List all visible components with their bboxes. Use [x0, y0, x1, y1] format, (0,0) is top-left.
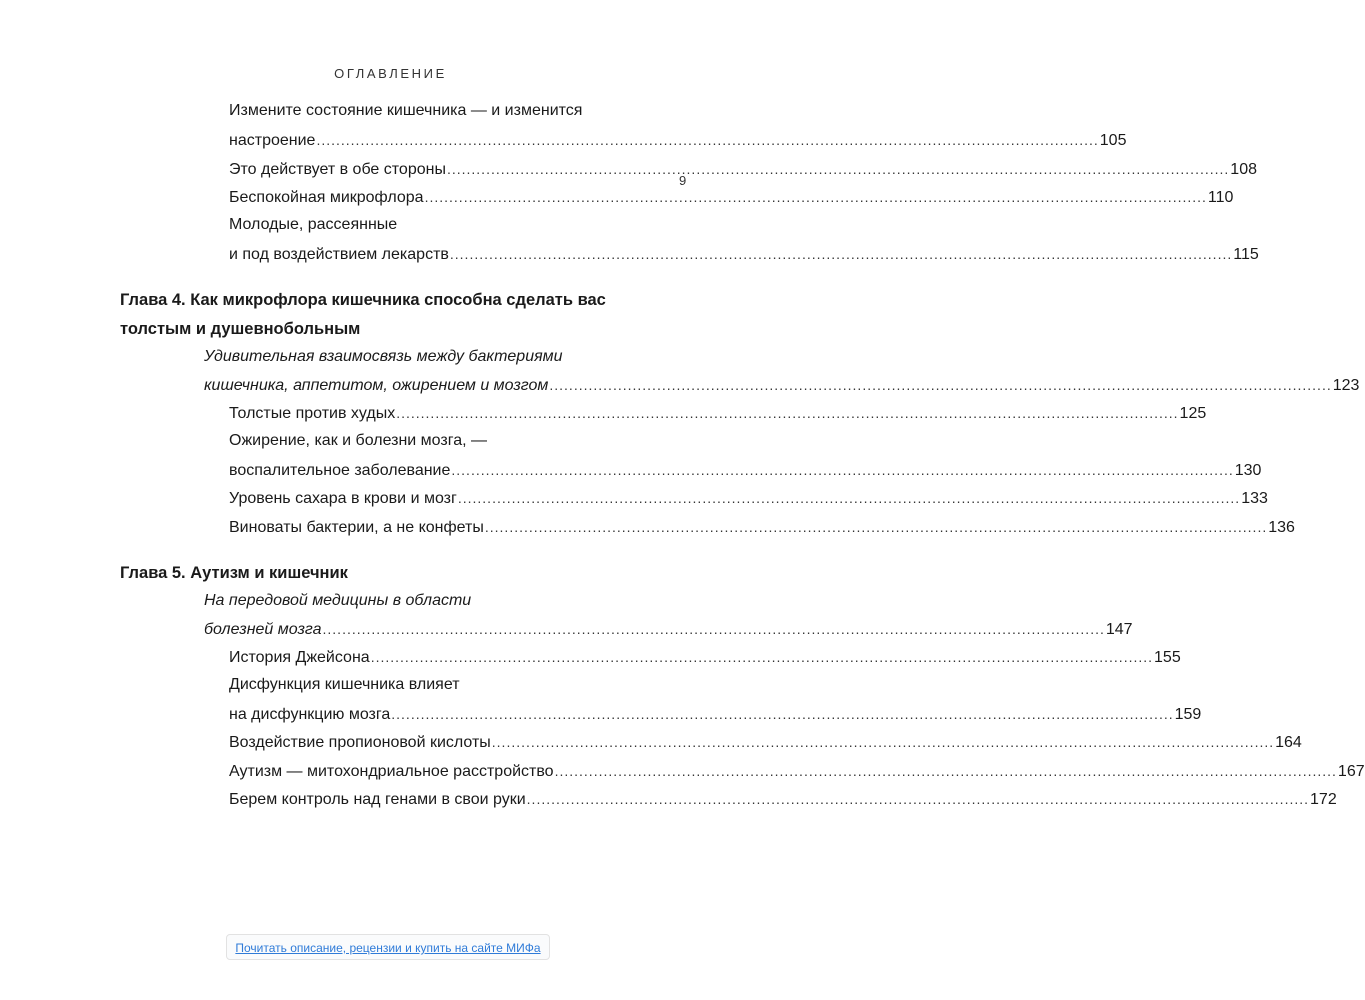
toc-line: На передовой медицины в области — [204, 592, 472, 609]
toc-entry: воспалительное заболевание ................................................................................................................................................................ 130 — [229, 456, 634, 484]
toc-line: Дисфункция кишечника влияет — [229, 676, 460, 693]
toc-entry: Беспокойная микрофлора ................................................................................................................................................................ 110 — [229, 183, 634, 211]
toc-entry-page: 172 — [1310, 791, 1337, 808]
toc-entry-title: болезней мозга — [204, 621, 322, 638]
toc-entry: История Джейсона ................................................................................................................................................................ 155 — [229, 643, 634, 671]
toc-line: Ожирение, как и болезни мозга, — — [229, 432, 487, 449]
toc-entry-title: Берем контроль над генами в свои руки — [229, 791, 526, 808]
toc-entry-page: 110 — [1207, 189, 1234, 206]
toc-line: Измените состояние кишечника — и изменится — [229, 102, 583, 119]
toc-entry-title: кишечника, аппетитом, ожирением и мозгом — [204, 377, 549, 394]
toc-entry: кишечника, аппетитом, ожирением и мозгом ................................................................................................................................................................ 123 — [204, 371, 634, 399]
toc-entry-title: Это действует в обе стороны — [229, 161, 446, 178]
toc-entry-page: 136 — [1268, 519, 1295, 536]
toc-entry: Воздействие пропионовой кислоты ................................................................................................................................................................ 164 — [229, 728, 634, 756]
toc-entry-title: Беспокойная микрофлора — [229, 189, 424, 206]
toc-entry-page: 130 — [1234, 462, 1262, 479]
toc-entry: Аутизм — митохондриальное расстройство ................................................................................................................................................................ 167 — [229, 757, 634, 785]
chapter-title: толстым и душевнобольным — [120, 320, 361, 338]
toc-entry-page: 115 — [1233, 246, 1259, 263]
toc-entry: на дисфункцию мозга ................................................................................................................................................................ 159 — [229, 700, 634, 728]
toc-entry: Виноваты бактерии, а не конфеты ................................................................................................................................................................ 136 — [229, 513, 634, 541]
toc-line: Молодые, рассеянные — [229, 216, 398, 233]
toc-entry: и под воздействием лекарств ................................................................................................................................................................ 115 — [229, 240, 634, 268]
toc-entry-title: воспалительное заболевание — [229, 462, 451, 479]
toc-line: Удивительная взаимосвязь между бактериями — [204, 348, 563, 365]
toc-entry-title: Аутизм — митохондриальное расстройство — [229, 763, 554, 780]
toc-entry-title: настроение — [229, 132, 316, 149]
toc-entry: Это действует в обе стороны ................................................................................................................................................................ 108 — [229, 155, 634, 183]
page-number: 9 — [679, 173, 687, 188]
toc-entry: Толстые против худых ................................................................................................................................................................ 125 — [229, 399, 634, 427]
toc-entry-page: 108 — [1230, 161, 1257, 178]
toc-entry-page: 147 — [1105, 621, 1133, 638]
buy-on-mif-link[interactable]: Почитать описание, рецензии и купить на сайте МИФа — [226, 934, 550, 960]
toc-entry-page: 133 — [1241, 490, 1268, 507]
toc-entry-title: на дисфункцию мозга — [229, 706, 391, 723]
toc-entry-page: 167 — [1337, 763, 1365, 780]
toc-entry-title: История Джейсона — [229, 649, 370, 666]
toc-entry-page: 105 — [1099, 132, 1127, 149]
toc-entry-title: Уровень сахара в крови и мозг — [229, 490, 457, 507]
toc-entry-page: 159 — [1174, 706, 1202, 723]
toc-entry-page: 155 — [1154, 649, 1181, 666]
toc-entry-title: Воздействие пропионовой кислоты — [229, 734, 491, 751]
toc-entry-title: и под воздействием лекарств — [229, 246, 449, 263]
toc-entry-title: Виноваты бактерии, а не конфеты — [229, 519, 484, 536]
toc-entry: настроение ................................................................................................................................................................ 105 — [229, 126, 634, 154]
chapter-title: Глава 5. Аутизм и кишечник — [120, 564, 348, 582]
toc-entry-page: 125 — [1179, 405, 1207, 422]
running-head: ОГЛАВЛЕНИЕ — [334, 66, 447, 81]
toc-entry-title: Толстые против худых — [229, 405, 396, 422]
chapter-title: Глава 4. Как микрофлора кишечника способна сделать вас — [120, 291, 606, 309]
toc-entry-page: 164 — [1275, 734, 1302, 751]
toc-entry: болезней мозга ................................................................................................................................................................ 147 — [204, 615, 634, 643]
toc-entry: Берем контроль над генами в свои руки ................................................................................................................................................................ 172 — [229, 785, 634, 813]
toc-entry-page: 123 — [1332, 377, 1360, 394]
toc-entry: Уровень сахара в крови и мозг ................................................................................................................................................................ 133 — [229, 484, 634, 512]
